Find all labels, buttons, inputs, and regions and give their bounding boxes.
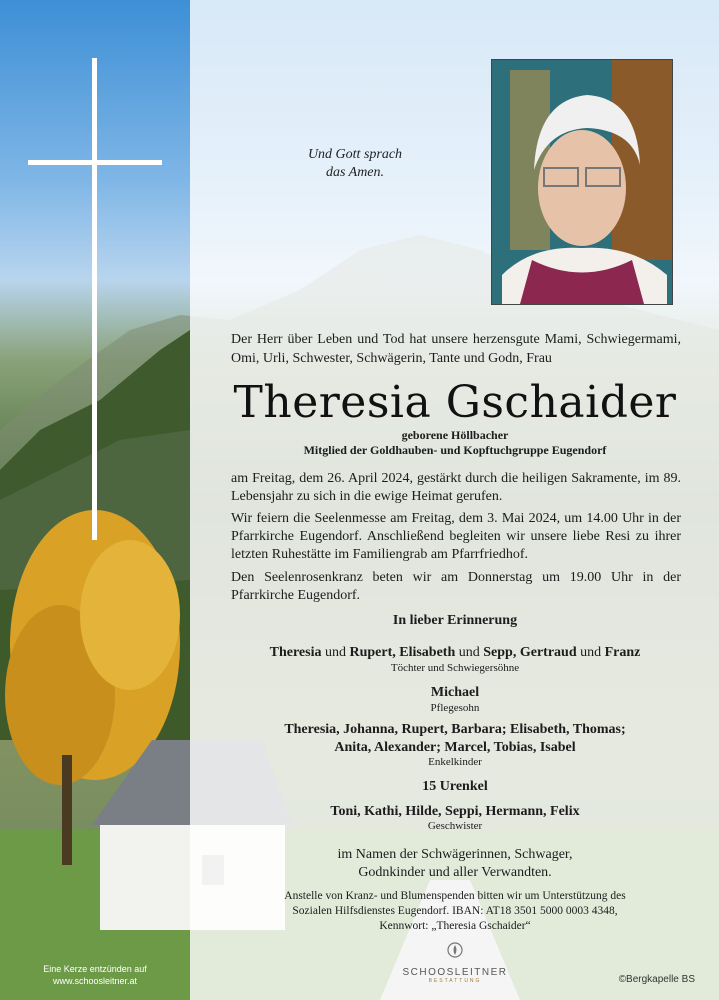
logo-emblem-icon [447, 942, 463, 960]
and-1: und [321, 645, 350, 660]
donation-line-2: Sozialen Hilfsdienstes Eugendorf. IBAN: AT18 3501 5000 0003 4348, [292, 905, 618, 917]
daughter-name-3: Sepp, Gertraud [483, 645, 577, 660]
candle-link[interactable] [30, 963, 160, 987]
birth-name-block [200, 428, 710, 458]
mass-paragraph: Wir feiern die Seelenmesse am Freitag, dem 3. Mai 2024, um 14.00 Uhr in der Pfarrkirche Eugendorf. Anschließend begleiten wir unsere liebe Resi zu ihrer letzten Ruhestätte im Familiengrab am Pfarrfriedhof. [231, 511, 681, 562]
grandchildren-line-2: Anita, Alexander; Marcel, Tobias, Isabel [334, 740, 576, 755]
daughter-name-2: Rupert, Elisabeth [349, 645, 456, 660]
closing-line-2: Godnkinder und aller Verwandten. [358, 865, 552, 880]
daughters-line [200, 644, 710, 662]
grandchildren-caption: Enkelkinder [428, 756, 482, 768]
foster-caption: Pflegesohn [430, 702, 480, 714]
logo-subtitle: BESTATTUNG [428, 978, 482, 984]
quote [260, 146, 450, 182]
siblings-caption: Geschwister [427, 820, 483, 832]
membership: Mitglied der Goldhauben- und Kopftuchgruppe Eugendorf [303, 443, 607, 457]
company-logo [395, 942, 515, 984]
intro-text: Der Herr über Leben und Tod hat unsere herzensgute Mami, Schwiegermami, Omi, Urli, Schwester, Schwägerin, Tante und Godn, Frau [231, 332, 681, 366]
birth-name: geborene Höllbacher [401, 428, 509, 442]
grandchildren-line-1: Theresia, Johanna, Rupert, Barbara; Elisabeth, Thomas; [284, 722, 626, 737]
logo-name: SCHOOSLEITNER [402, 967, 508, 978]
daughters-caption: Töchter und Schwiegersöhne [390, 662, 520, 674]
siblings-names: Toni, Kathi, Hilde, Seppi, Hermann, Felix [330, 804, 580, 819]
deceased-name: Theresia Gschaider [233, 377, 677, 428]
quote-line-1: Und Gott sprach [307, 147, 403, 162]
portrait-photo [491, 59, 673, 305]
memory-heading: In lieber Erinnerung [392, 613, 518, 628]
rosary-paragraph: Den Seelenrosenkranz beten wir am Donnerstag um 19.00 Uhr in der Pfarrkirche Eugendorf. [231, 570, 681, 603]
candle-text: Eine Kerze entzünden auf [43, 964, 147, 974]
death-paragraph: am Freitag, dem 26. April 2024, gestärkt durch die heiligen Sakramente, im 89. Lebensjahr zu sich in die ewige Heimat gerufen. [231, 471, 681, 504]
photo-credit: ©Bergkapelle BS [618, 974, 695, 985]
daughter-name-4: Franz [604, 645, 641, 660]
website-link[interactable]: www.schoosleitner.at [52, 976, 138, 986]
donation-line-1: Anstelle von Kranz- und Blumenspenden bitten wir um Unterstützung des [284, 890, 626, 902]
and-2: und [455, 645, 484, 660]
portrait-image [492, 60, 672, 304]
foster-name: Michael [430, 685, 480, 700]
donation-line-3: Kennwort: „Theresia Gschaider“ [379, 920, 531, 932]
and-3: und [576, 645, 605, 660]
great-grandchildren: 15 Urenkel [422, 779, 488, 794]
quote-line-2: das Amen. [325, 165, 385, 180]
daughter-name-1: Theresia [269, 645, 322, 660]
cross-icon [28, 58, 162, 540]
closing-line-1: im Namen der Schwägerinnen, Schwager, [337, 847, 573, 862]
